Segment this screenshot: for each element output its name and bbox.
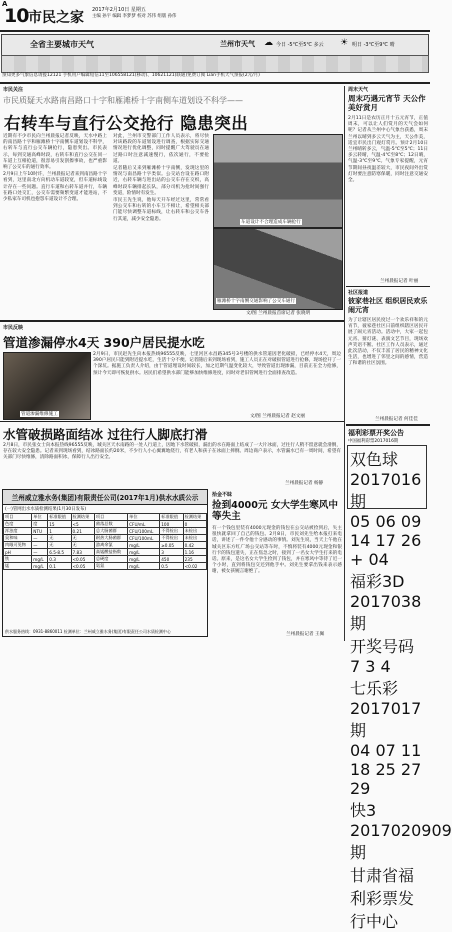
lottery-title: 福利彩票开奖公告 xyxy=(348,429,404,437)
column-divider xyxy=(344,86,345,641)
right-body: 2月11日是农历正月十五元宵节，正值周末，可以让人们赏月的天气会如何呢？记者从兰州中心气象台获悉，周末兰州以晴到多云天气为主，天公作美，适宜市民出门观灯赏月。预计2月10日兰州晴转多云，气温-5℃至5℃；11日多云转晴，气温-4℃至8℃；12日晴，气温-3℃至9℃。气象专家提醒，元宵节期间昼夜温差较大，市民夜间外出赏灯时要注意防寒保暖，同时注意交通安全。 xyxy=(348,116,428,184)
paragraph: 2月9日上午10时许，兰州晨报记者来到南昌路十字看到，这里南北方向机动车道较宽，但车道标线设计存在一些问题。直行车道和右转车道并行，车辆在路口处交汇，公交车需要频繁变道才能进站，不少私家车司机也抱怨车道设计不合理。 xyxy=(3,172,107,203)
found-headline: 捡到4000元 女大学生寒风中等失主 xyxy=(212,500,338,522)
page-number: 10 xyxy=(4,5,29,27)
right-body-2: 为了让辖区居民度过一个欢乐祥和的元宵节，彼家巷社区日前组织辖区居民开展了闹元宵活动。活动中，大家一起包元宵、猜灯谜、表演文艺节目，现场欢声笑语不断。社区工作人员表示，通过此次活动，不仅丰富了居民的精神文化生活，也增进了邻里之间的感情，营造了和谐的社区氛围。 xyxy=(348,318,428,367)
byline: 文/图 兰州晨报记者 赵文丽 xyxy=(250,414,306,419)
lottery-row: 七乐彩 2017017期 xyxy=(350,679,422,740)
table-cell: mg/L xyxy=(128,549,160,556)
lottery-row: 05 06 09 14 17 26 + 04 xyxy=(350,512,422,569)
table-cell: — xyxy=(32,542,48,549)
ice-headline: 水管破损路面结冰 过往行人脚底打滑 xyxy=(3,427,208,442)
table-cell: 浑浊度 xyxy=(4,528,32,535)
right-kicker-2: 社区报道 xyxy=(348,290,369,296)
water-notice xyxy=(2,489,208,637)
table-cell: 无 xyxy=(71,535,94,542)
table-row xyxy=(4,563,207,570)
table-cell: 0.3 xyxy=(48,556,71,563)
table-cell: 6.5-8.5 xyxy=(48,549,71,556)
editor-line: 主编 孙宇 编辑 李梦梦 校对 苏伟 组版 孙伟 xyxy=(92,14,177,19)
weather-banner xyxy=(1,34,429,56)
table-cell: mg/L xyxy=(128,556,160,563)
byline: 文/图 兰州晨报首席记者 张晓明 xyxy=(246,311,311,316)
table-cell: CFU/100mL xyxy=(128,535,160,542)
table-cell: 0 xyxy=(183,521,206,528)
table-header-row xyxy=(4,514,207,521)
table-row xyxy=(4,535,207,542)
table-cell: 肉眼可见物 xyxy=(4,542,32,549)
table-cell: mg/L xyxy=(128,542,160,549)
table-cell: 未检出 xyxy=(183,528,206,535)
table-row xyxy=(4,521,207,528)
table-cell: 235 xyxy=(183,556,206,563)
table-cell: 色度 xyxy=(4,521,32,528)
corner-label: A xyxy=(2,0,8,8)
cloudy-icon: ☁ xyxy=(264,38,273,48)
table-cell: <0.05 xyxy=(71,556,94,563)
table-cell: 0.42 xyxy=(183,542,206,549)
header-cell: 检测结果 xyxy=(71,514,94,521)
table-row xyxy=(4,542,207,549)
divider xyxy=(0,320,344,322)
table-cell: 耐热大肠菌群 xyxy=(94,535,127,542)
photo-caption: 管道渗漏维修施工 xyxy=(21,412,58,417)
table-cell: ≥0.05 xyxy=(160,542,183,549)
date-line: 2017年2月10日 星期五 xyxy=(92,7,146,13)
weather-today: 今日 -5℃至5℃ 多云 xyxy=(276,42,324,48)
divider xyxy=(346,286,430,287)
lottery-row: 甘肃省福利彩票发行中心 xyxy=(350,866,415,931)
table-row xyxy=(4,556,207,563)
lottery-row: 双色球 2017016期 xyxy=(350,450,422,511)
divider xyxy=(346,424,430,426)
byline: 兰州晨报记者 王佩 xyxy=(286,632,325,637)
table-cell: 不得检出 xyxy=(160,528,183,535)
table-cell: 锰 xyxy=(4,563,32,570)
table-cell: 不得检出 xyxy=(160,535,183,542)
table-cell: 100 xyxy=(160,521,183,528)
weather-tomorrow: 明日 -3℃至9℃ 晴 xyxy=(352,42,395,48)
main-story-headline: 右转车与直行公交抢行 隐患突出 xyxy=(4,114,249,133)
paragraph: 记者随后又来到雁滩桥十字南侧，发现这里的情况与南昌路十字类似。公交站台设在路口附近，右转车辆与进出站的公交车存在交织，高峰时段车辆排起长队，部分司机为抢时间强行变道，险情时有发生。 xyxy=(113,166,209,196)
table-cell: — xyxy=(32,549,48,556)
table-cell: CFU/100mL xyxy=(128,528,160,535)
notice-subtitle: (一)管网出水水质检测结果(1月30日发布) xyxy=(5,507,87,512)
table-cell: 无 xyxy=(71,542,94,549)
lottery-row: 开奖号码 7 3 4 xyxy=(350,637,415,676)
header-cell: 标准限值 xyxy=(48,514,71,521)
header-cell: 单位 xyxy=(32,514,48,521)
table-cell: pH xyxy=(4,549,32,556)
table-cell: <5 xyxy=(71,521,94,528)
right-headline-2: 彼家巷社区 组织居民欢乐闹元宵 xyxy=(348,297,428,314)
weather-map-strip xyxy=(1,55,429,73)
table-cell: 总大肠菌群 xyxy=(94,528,127,535)
header-cell: 项目 xyxy=(4,514,32,521)
masthead xyxy=(0,0,430,30)
found-kicker: 拾金不昧 xyxy=(212,492,233,498)
table-cell: 臭和味 xyxy=(4,535,32,542)
table-cell: 总硬度 xyxy=(94,556,127,563)
page-title: 市民之家 xyxy=(28,10,84,26)
byline: 兰州晨报记者 杨静 xyxy=(285,481,324,486)
lottery-row: 04 07 11 18 25 27 29 xyxy=(350,741,422,798)
notice-title: 兰州威立雅水务(集团)有限责任公司(2017年1月)供水水质公示 xyxy=(3,490,207,505)
pipe-kicker: 市民反映 xyxy=(3,325,24,331)
header-cell: 项目 xyxy=(94,514,127,521)
main-story-col1 xyxy=(3,134,107,308)
byline: 兰州晨报记者 何佳佳 xyxy=(375,417,418,422)
pipe-photo xyxy=(3,352,91,420)
pipe-headline: 管道渗漏停水4天 390户居民提水吃 xyxy=(3,335,205,350)
right-headline: 周末巧遇元宵节 天公作美好赏月 xyxy=(348,94,426,112)
table-cell: 未检出 xyxy=(183,535,206,542)
table-cell: 0.5 xyxy=(160,563,183,570)
traffic-photo xyxy=(213,134,343,228)
found-body: 有一个钱包里装有4000元现金的钱包在公交站被捡到后，失主很快就拿回了自己的钱包。2月8日，市民刘先生给本报打来电话，讲述了一件令他十分感动的事情。刘先生说，当天上午他在城关区东方红广场公交站等车时，不慎将装有4000元现金和银行卡的钱包遗失，正在焦急之时，接到了一名女大学生打来的电话。原来，是这名女大学生捡到了钱包，并在寒风中等待了近一个小时，直到将钱包交还到他手中。刘先生要拿出钱来表示感谢，被女孩婉言谢绝了。 xyxy=(212,526,342,575)
weather-hotline: 预知更多气象信息请拨12121 手机用户编辑短信11至106558121(移动)、10621121(联通)免费订阅 Lian手机天气预报(2元/月) xyxy=(2,73,260,78)
table-cell: 度 xyxy=(32,521,48,528)
paragraph: 市民王先生说，他每天开车经过这里，常常看到公交车和右转的小车互不相让，希望相关部门能尽快调整车道标线，让右转车和公交车各行其道，减少安全隐患。 xyxy=(113,198,209,222)
table-cell: 菌落总数 xyxy=(94,521,127,528)
lottery-box xyxy=(347,445,452,931)
table-cell: mg/L xyxy=(128,563,160,570)
table-cell: CFU/mL xyxy=(128,521,160,528)
paragraph: 近期有不少市民向兰州晨报记者反映，天水中路上的南昌路十字和雁滩桥十字南侧车道划设不科学，右转车与直行公交车辆抢行，隐患突出。市民表示，每到交通高峰时段，右转车和直行公交在同一车道上互相抢道，很容易引发刮擦事故，也严重影响了公交车的通行效率。 xyxy=(3,134,107,171)
table-cell: 7.83 xyxy=(71,549,94,556)
right-kicker: 周末天气 xyxy=(348,87,369,93)
lottery-row: 快3 2017020909期 xyxy=(350,801,452,862)
table-cell: 氨氮 xyxy=(94,563,127,570)
table-cell: mg/L xyxy=(32,563,48,570)
province-weather-title: 全省主要城市天气 xyxy=(30,40,94,49)
lottery-subtitle: 中国福利彩票2017016期 xyxy=(348,439,399,444)
paragraph: 对此，兰州市交警部门工作人员表示，将尽快对该路段的车道划设进行调查，根据实际交通情况进行优化调整，同时提醒广大驾驶员在通过路口时注意减速慢行，依次通行，不要抢道。 xyxy=(113,134,209,164)
city-weather-title: 兰州市天气 xyxy=(220,40,255,48)
table-cell: 3 xyxy=(160,549,183,556)
lottery-row: 福彩3D 2017038期 xyxy=(350,572,422,633)
byline: 兰州晨报记者 叶丽 xyxy=(380,279,419,284)
table-cell: 铁 xyxy=(4,556,32,563)
table-cell: 450 xyxy=(160,556,183,563)
water-quality-table xyxy=(3,513,207,570)
photo-caption: 车道设计不合理造成车辆抢行 xyxy=(241,220,301,225)
sunny-icon: ☀ xyxy=(340,38,349,48)
ice-body: 2月8日，市民张女士向本报热线96555反映，城关区天水南路的一处人行道上，因地下水管破损，漏出的水在路面上结成了一大片冰面，过往行人稍不留意就会滑倒，存在较大安全隐患。记者来到现场看到，结冰路面长约20米，不少行人小心翼翼地绕行，有老人和孩子在冰面上摔倒。周边商户表示，水管漏水已有一周时间，希望有关部门尽快维修，清除路面积冰，保障行人出行安全。 xyxy=(3,443,341,461)
table-cell: 15 xyxy=(48,521,71,528)
table-cell: 游离余氯 xyxy=(94,542,127,549)
divider xyxy=(0,421,344,422)
header-cell: 标准限值 xyxy=(160,514,183,521)
table-cell: 高锰酸盐指数 xyxy=(94,549,127,556)
divider xyxy=(0,30,430,32)
table-cell: <0.02 xyxy=(183,563,206,570)
main-story-col2 xyxy=(113,134,209,308)
pipe-body: 2月9日，市民赵先生向本报热线96555反映，七里河区永昌路345号3号楼的供水管道因老化破损，已经停水4天，周边390户居民只能到附近提水吃，生活十分不便。记者随后来到现场看到，施工人员正在对破损管道进行抢修，现场挖开了一个深坑。据施工负责人介绍，由于管道埋设时间较长，加之近期气温变化较大，导致管道出现渗漏，目前正在全力抢修，预计今天即可恢复供水。居民们希望供水部门能够加快维修进度，同时对老旧管网进行全面排查改造。 xyxy=(93,352,341,376)
table-cell: — xyxy=(32,535,48,542)
divider xyxy=(0,82,430,84)
table-cell: <0.05 xyxy=(71,563,94,570)
table-row xyxy=(4,549,207,556)
table-cell: 无 xyxy=(48,542,71,549)
table-cell: 0.1 xyxy=(48,563,71,570)
main-story-subhead: 市民质疑天水路南昌路口十字和雁滩桥十字南侧车道划设不科学—— xyxy=(3,96,243,105)
table-cell: 1 xyxy=(48,528,71,535)
table-cell: mg/L xyxy=(32,556,48,563)
photo-caption: 雁滩桥十字南侧交通影响了公交车通行 xyxy=(217,299,296,304)
notice-footer: 供水服务热线：0931-8860011 检测单位：兰州威立雅水务(集团)有限责任公司水质检测中心 xyxy=(5,629,171,634)
table-cell: 无 xyxy=(48,535,71,542)
table-cell: 0.21 xyxy=(71,528,94,535)
table-cell: 1.16 xyxy=(183,549,206,556)
table-row xyxy=(4,528,207,535)
header-cell: 检测结果 xyxy=(183,514,206,521)
header-cell: 单位 xyxy=(128,514,160,521)
main-story-kicker: 市民关注 xyxy=(3,87,24,93)
table-cell: NTU xyxy=(32,528,48,535)
